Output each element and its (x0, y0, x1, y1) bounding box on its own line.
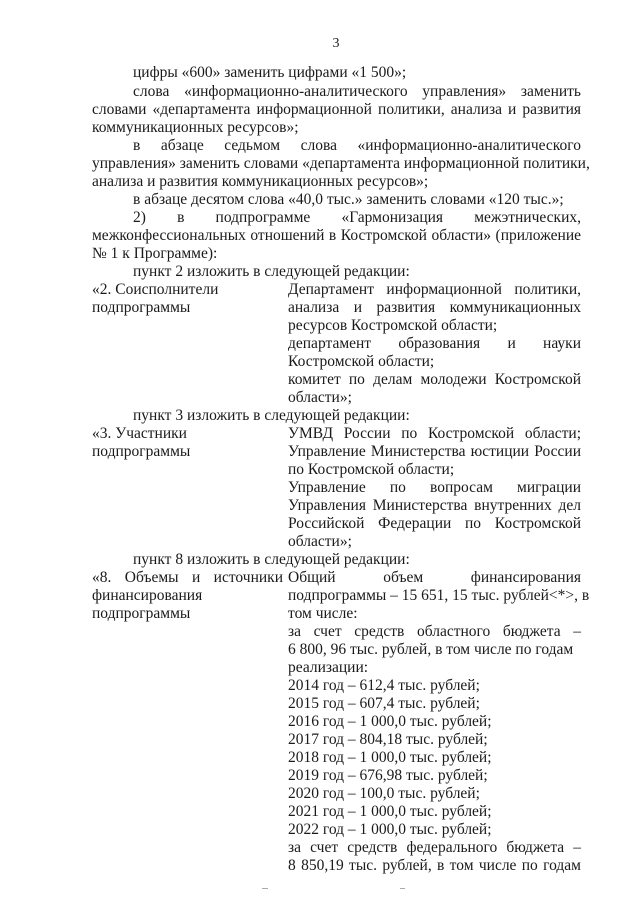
year-line: 2016 год – 1 000,0 тыс. рублей; (288, 713, 492, 730)
item8-label: «8. Объемы и источники (92, 569, 283, 586)
scan-mark (262, 888, 268, 889)
item3-text: Российской Федерации по Костромской (288, 515, 581, 532)
body-line: пункт 2 изложить в следующей редакции: (133, 263, 410, 280)
body-line: в абзаце седьмом слова «информационно-аналитического (133, 137, 581, 154)
item8-text: подпрограммы – 15 651, 15 тыс. рублей<*>, в (288, 587, 590, 604)
item8-text: реализации: (288, 659, 369, 676)
item2-label: подпрограммы (92, 299, 191, 316)
body-line: словами «департамента информационной политики, анализа и развития (92, 101, 581, 118)
item3-text: области»; (288, 533, 352, 550)
item2-text: области»; (288, 389, 352, 406)
item3-label: «3. Участники (92, 425, 187, 442)
body-line: слова «информационно-аналитического управления» заменить (133, 83, 581, 100)
item2-text: комитет по делам молодежи Костромской (288, 371, 581, 388)
body-line: управления» заменить словами «департамента информационной политики, (92, 155, 590, 172)
body-line: межконфессиональных отношений в Костромской области» (приложение (92, 227, 581, 244)
scan-mark (400, 888, 405, 889)
year-line: 2017 год – 804,18 тыс. рублей; (288, 731, 488, 748)
year-line: 2021 год – 1 000,0 тыс. рублей; (288, 803, 492, 820)
body-line: коммуникационных ресурсов»; (92, 119, 299, 136)
item8-text: за счет средств федерального бюджета – (288, 839, 581, 856)
item8-text: за счет средств областного бюджета – (288, 623, 581, 640)
body-line: № 1 к Программе): (92, 245, 218, 262)
item3-label: подпрограммы (92, 443, 191, 460)
item8-text: Общий объем финансирования (288, 569, 581, 586)
item3-text: Управление по вопросам миграции (288, 479, 581, 496)
item2-text: ресурсов Костромской области; (288, 317, 498, 334)
item2-text: Департамент информационной политики, (288, 281, 581, 298)
item2-text: Костромской области; (288, 353, 435, 370)
item3-text: по Костромской области; (288, 461, 455, 478)
item3-text: Управление Министерства юстиции России (288, 443, 581, 460)
item8-text: 8 850,19 тыс. рублей, в том числе по годам (288, 857, 581, 874)
item8-text: 6 800, 96 тыс. рублей, в том числе по годам (288, 641, 574, 658)
body-line: в абзаце десятом слова «40,0 тыс.» заменить словами «120 тыс.»; (133, 191, 564, 208)
item8-label: финансирования (92, 587, 203, 604)
item2-text: анализа и развития коммуникационных (288, 299, 581, 316)
body-line: 2) в подпрограмме «Гармонизация межэтнических, (133, 209, 581, 226)
item2-label: «2. Соисполнители (92, 281, 219, 298)
item2-text: департамент образования и науки (288, 335, 581, 352)
item3-text: Управления Министерства внутренних дел (288, 497, 581, 514)
year-line: 2019 год – 676,98 тыс. рублей; (288, 767, 488, 784)
item8-label: подпрограммы (92, 605, 191, 622)
year-line: 2018 год – 1 000,0 тыс. рублей; (288, 749, 492, 766)
year-line: 2020 год – 100,0 тыс. рублей; (288, 785, 480, 802)
body-line: анализа и развития коммуникационных ресурсов»; (92, 173, 429, 190)
year-line: 2015 год – 607,4 тыс. рублей; (288, 695, 480, 712)
year-line: 2014 год – 612,4 тыс. рублей; (288, 677, 480, 694)
item3-intro: пункт 3 изложить в следующей редакции: (133, 407, 410, 424)
year-line: 2022 год – 1 000,0 тыс. рублей; (288, 821, 492, 838)
item8-intro: пункт 8 изложить в следующей редакции: (133, 551, 410, 568)
body-line: цифры «600» заменить цифрами «1 500»; (133, 64, 407, 81)
item8-text: том числе: (288, 605, 358, 622)
item3-text: УМВД России по Костромской области; (288, 425, 581, 442)
page-number: 3 (332, 36, 340, 51)
